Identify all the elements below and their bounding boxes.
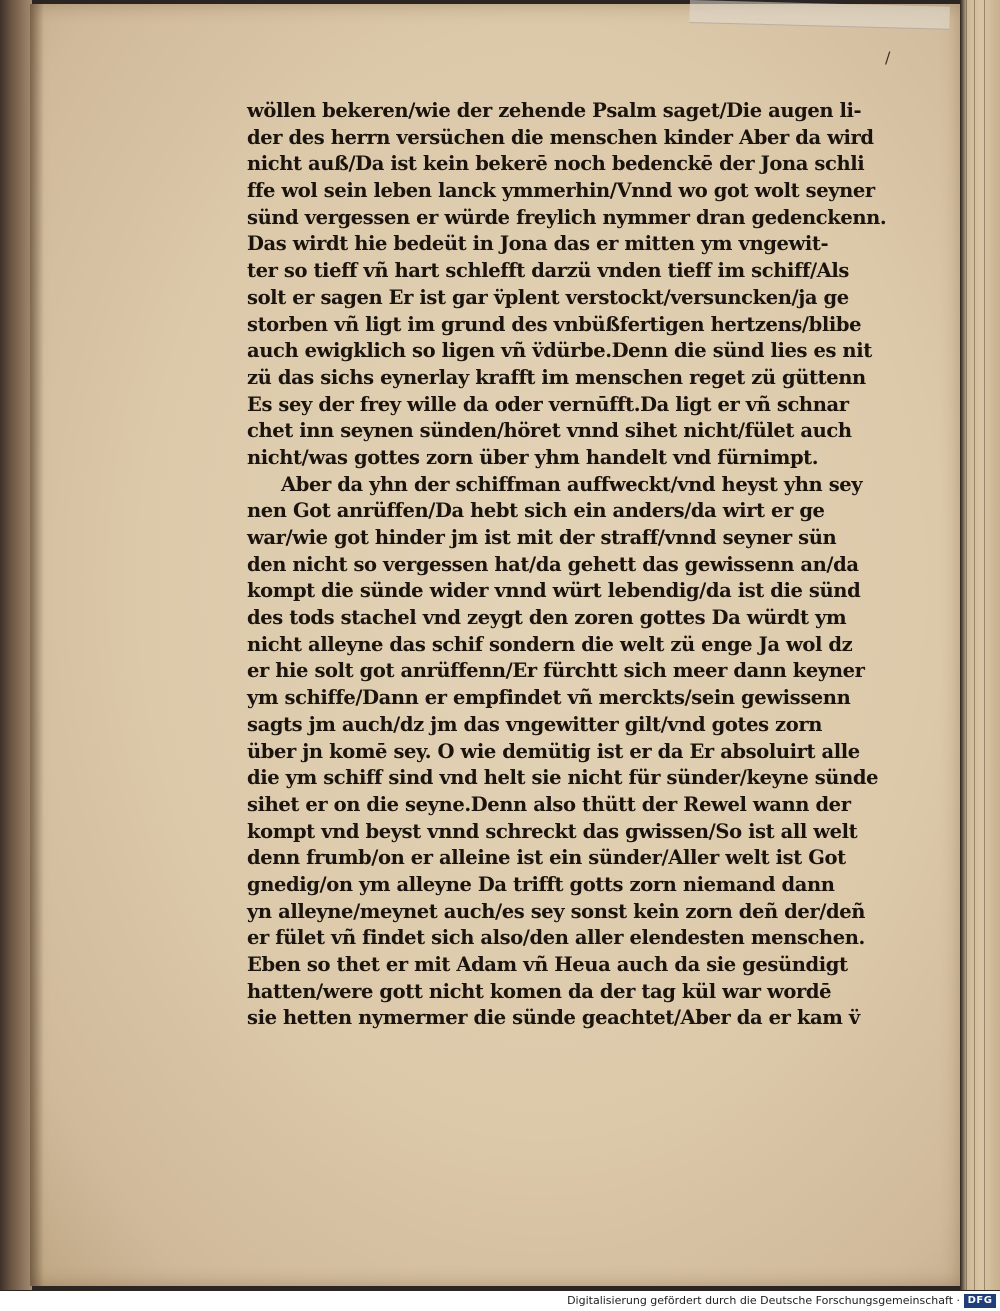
text-line: sünd vergessen er würde freylich nymmer dran gedenckenn. (247, 205, 887, 229)
text-line: nen Got anrüffen/Da hebt sich ein anders/da wirt er ge (247, 499, 825, 523)
text-line: ffe wol sein leben lanck ymmerhin/Vnnd wo got wolt seyner (247, 179, 875, 203)
text-line: sagts jm auch/dz jm das vngewitter gilt/vnd gotes zorn (247, 712, 822, 736)
page-mark: / (885, 48, 891, 67)
text-line: Das wirdt hie bedeüt in Jona das er mitten ym vngewit- (247, 232, 829, 256)
text-line: nicht alleyne das schif sondern die welt zü enge Ja wol dz (247, 632, 853, 656)
text-line: kompt die sünde wider vnnd würt lebendig/da ist die sünd (247, 579, 861, 603)
text-line: chet inn seynen sünden/höret vnnd sihet nicht/fület auch (247, 419, 852, 443)
dfg-logo: DFG (964, 1294, 996, 1308)
text-line: Aber da yhn der schiffman auffweckt/vnd heyst yhn sey (281, 472, 863, 496)
page-edge-line (984, 0, 985, 1290)
text-line: Eben so thet er mit Adam vñ Heua auch da sie gesündigt (247, 953, 848, 976)
text-line: ter so tieff vñ hart schlefft darzü vnden tieff im schiff/Als (247, 259, 849, 283)
text-line: storben vñ ligt im grund des vnbüßfertigen hertzens/blibe (247, 312, 862, 336)
text-line: sihet er on die seyne.Denn also thütt der Rewel wann der (247, 792, 851, 816)
page-text-block (247, 98, 887, 1032)
gutter-shadow (30, 4, 44, 1286)
text-line: er hie solt got anrüffenn/Er fürchtt sich meer dann keyner (247, 659, 865, 683)
book-right-page-stack (960, 0, 1000, 1290)
text-line: yn alleyne/meynet auch/es sey sonst kein zorn deñ der/deñ (247, 899, 866, 923)
text-line: war/wie got hinder jm ist mit der straff/vnnd seyner sün (247, 526, 837, 549)
text-line: denn frumb/on er alleine ist ein sünder/Aller welt ist Got (247, 846, 846, 870)
text-line: auch ewigklich so ligen vñ v̈dürbe.Denn die sünd lies es nit (247, 339, 872, 363)
page-edge-line (974, 0, 975, 1290)
text-line: zü das sichs eynerlay krafft im menschen reget zü güttenn (247, 365, 866, 389)
text-line: solt er sagen Er ist gar v̈plent verstockt/versuncken/ja ge (247, 285, 849, 309)
page-edge-line (966, 0, 967, 1290)
text-line: gnedig/on ym alleyne Da trifft gotts zorn niemand dann (247, 872, 835, 896)
footer-credit: Digitalisierung gefördert durch die Deutsche Forschungsgemeinschaft · (567, 1294, 960, 1307)
text-line: der des herrn versüchen die menschen kinder Aber da wird (247, 125, 874, 149)
text-line: wöllen bekeren/wie der zehende Psalm saget/Die augen li- (247, 99, 862, 122)
text-line: die ym schiff sind vnd helt sie nicht für sünder/keyne sünde (247, 766, 879, 790)
text-line: sie hetten nymermer die sünde geachtet/Aber da er kam v̈ (247, 1006, 860, 1030)
text-line: ym schiffe/Dann er empfindet vñ merckts/sein gewissenn (247, 686, 851, 710)
text-line: kompt vnd beyst vnnd schreckt das gwissen/So ist all welt (247, 819, 858, 843)
footer-bar (0, 1291, 1000, 1311)
text-line: über jn komē sey. O wie demütig ist er da Er absoluirt alle (247, 739, 860, 763)
book-left-edge (0, 0, 32, 1290)
text-line: Es sey der frey wille da oder vernūfft.Da ligt er vñ schnar (247, 392, 849, 416)
text-line: er fület vñ findet sich also/den aller elendesten menschen. (247, 926, 865, 950)
text-line: nicht/was gottes zorn über yhm handelt vnd fürnimpt. (247, 445, 819, 469)
text-line: hatten/were gott nicht komen da der tag kül war wordē (247, 979, 832, 1003)
text-line: nicht auß/Da ist kein bekerē noch bedenckē der Jona schli (247, 152, 865, 176)
text-line: des tods stachel vnd zeygt den zoren gottes Da würdt ym (247, 606, 847, 630)
text-line: den nicht so vergessen hat/da gehett das gewissenn an/da (247, 552, 859, 576)
